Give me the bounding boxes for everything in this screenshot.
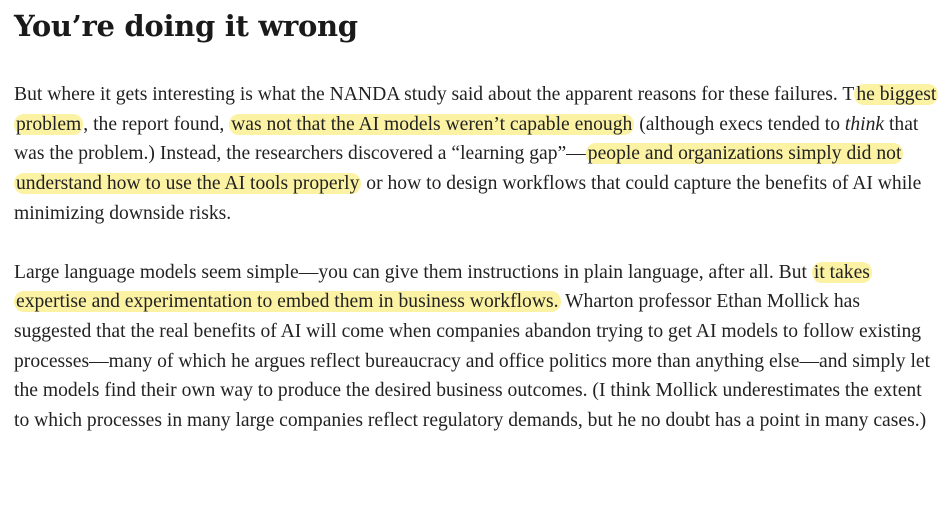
paragraph-expertise [14,258,939,436]
highlight-models-capable[interactable]: was not that the AI models weren’t capable enough [231,113,633,135]
text-run: But where it gets interesting is what the NANDA study said about the apparent reasons for these failures. T [14,84,855,105]
text-run: Wharton professor Ethan Mollick has suggested that the real benefits of AI will come when companies abandon trying to get AI models to follow existing processes—many of which he argues reflect bureaucracy and office politics more than anything else—and simply let the models find their own way to produce the desired business outcomes. (I think Mollick underestimates the extent to which processes in many large companies reflect regulatory demands, but he no doubt has a point in many cases.) [14,291,931,432]
text-run: , the report found, [83,113,230,135]
text-run: (although execs tended to [634,113,845,135]
highlight-expertise[interactable]: it takes expertise and experimentation to embed them in business workflows. [16,261,870,313]
paragraph-learning-gap [14,80,939,229]
emphasis-think: think [844,113,885,135]
text-run: Large language models seem simple—you can give them instructions in plain language, after all. But [14,261,812,283]
highlight-biggest-problem[interactable]: he biggest problem [16,84,937,135]
article-body [14,0,939,436]
text-run: or how to design workflows that could capture the benefits of AI while minimizing downside risks. [14,173,922,224]
text-run: that was the problem.) Instead, the researchers discovered a “learning gap”— [14,113,919,165]
highlight-use-ai-tools[interactable]: people and organizations simply did not understand how to use the AI tools properly [16,143,902,195]
section-heading: You’re doing it wrong [14,9,358,43]
